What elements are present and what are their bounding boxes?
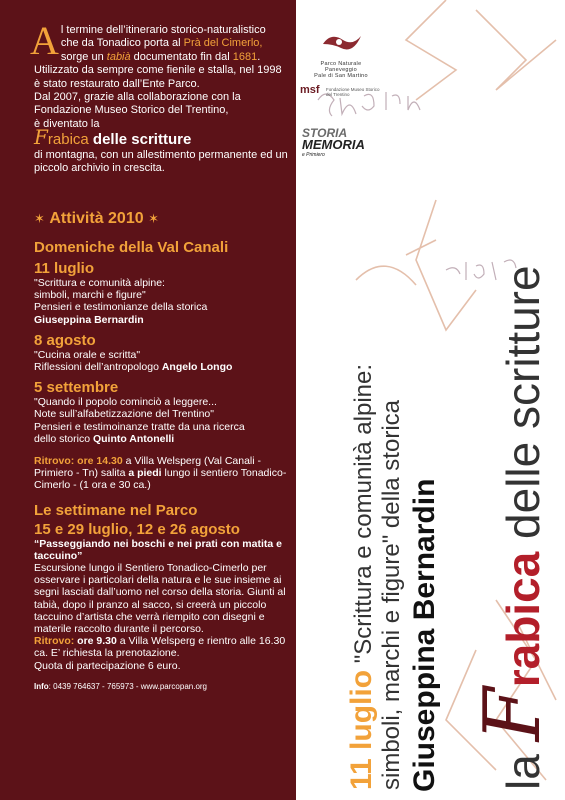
meeting-text: a Villa Welsperg (Val Canali - Primiero - Tn) salita xyxy=(34,455,262,480)
event-speaker: Giuseppina Bernardin xyxy=(34,313,144,326)
fancy-f: F xyxy=(34,125,48,150)
meeting-label: Ritrovo: xyxy=(34,635,75,648)
frabica-title xyxy=(34,125,192,150)
intro-line: . xyxy=(257,50,261,63)
event-line: Riflessioni dell’antropologo xyxy=(34,361,162,374)
event-speaker: Angelo Longo xyxy=(161,361,233,374)
event-line: "Cucina orale e scritta" xyxy=(34,348,141,361)
poster-subtitle-1 xyxy=(345,363,378,790)
event-date: 5 settembre xyxy=(34,379,119,397)
intro-line: Dal 2007, grazie alla collaborazione con la Fondazione Museo Storico del Trentino, xyxy=(34,91,241,117)
event-line: Pensieri e testimoinanze tratte da una ricerca xyxy=(34,420,245,433)
poster-title-block xyxy=(296,0,565,800)
intro-line: documentato fin dal xyxy=(130,50,233,63)
parco-line: Pale di San Martino xyxy=(314,73,368,79)
intro-line: è diventato la xyxy=(34,117,100,130)
intro-line: di montagna, con un allestimento permanente ed un piccolo archivio in crescita. xyxy=(34,148,288,175)
intro-line: che da Tonadico porta al xyxy=(60,37,184,50)
frabica-word: rabica xyxy=(47,131,89,149)
weeks-heading: Le settimane nel Parco xyxy=(34,501,198,519)
meeting-time: ore 14.30 xyxy=(74,455,123,468)
dropcap: A xyxy=(30,18,59,63)
sundays-section xyxy=(34,239,290,691)
event-line: simboli, marchi e figure" xyxy=(34,289,146,302)
tabia-word: tabià xyxy=(106,50,131,63)
poster-main-title xyxy=(468,265,558,790)
msf-logo: msf xyxy=(300,84,320,96)
year: 1681 xyxy=(232,50,258,63)
title-fancy-f: F xyxy=(468,687,558,742)
meeting-text: a Villa Welsperg e rientro alle 16.30 ca. E’ richiesta la prenotazione. xyxy=(34,635,286,660)
poster-date: 11 luglio xyxy=(345,669,378,790)
event-date: 8 agosto xyxy=(34,331,96,349)
memoria-word: MEMORIA xyxy=(302,137,365,152)
event-1 xyxy=(34,260,290,326)
event-line: Note sull’alfabetizzazione del Trentino" xyxy=(34,408,214,421)
parco-line: Parco Naturale xyxy=(320,61,362,67)
poster-speaker-name: Giuseppina Bernardin xyxy=(408,478,441,792)
info-line xyxy=(34,682,290,691)
info-text: : 0439 764637 - 765973 - www.parcopan.org xyxy=(48,681,208,691)
intro-line: sorge un xyxy=(60,50,107,63)
week-title: “Passeggiando nei boschi e nei prati con matita e taccuino” xyxy=(34,537,282,562)
place-name: Prà del Cimerlo, xyxy=(183,37,263,50)
meeting-text: lungo il sentiero Tonadico-Cimerlo - (1 ora e 30 ca.) xyxy=(34,467,287,492)
msf-caption: Fondazione Museo Storico del Trentino xyxy=(326,87,380,97)
parco-line: Paneveggio xyxy=(324,67,358,73)
right-panel xyxy=(296,0,565,800)
meeting-time: ore 9.30 xyxy=(74,635,117,648)
intro-text xyxy=(30,18,289,175)
event-line: dello storico xyxy=(34,432,93,445)
info-label: Info xyxy=(34,681,49,691)
event-line: "Scrittura e comunità alpine: xyxy=(34,277,165,289)
event-date: 11 luglio xyxy=(34,260,95,277)
title-delle-scritture: delle scritture xyxy=(497,265,549,552)
star-icon: ✶ xyxy=(148,211,159,226)
event-line: "Quando il popolo cominciò a leggere... xyxy=(34,396,217,409)
storia-word: STORIA xyxy=(302,126,348,140)
event-line: Pensieri e testimonianze della storica xyxy=(34,301,208,314)
sundays-heading: Domeniche della Val Canali xyxy=(34,239,229,256)
week-dates: 15 e 29 luglio, 12 e 26 agosto xyxy=(34,520,240,538)
activities-title: Attività 2010 xyxy=(49,210,144,227)
title-la: la xyxy=(497,741,549,790)
activities-heading xyxy=(34,210,290,228)
meeting-label: Ritrovo: xyxy=(34,455,75,468)
star-icon: ✶ xyxy=(34,211,45,226)
delle-scritture: delle scritture xyxy=(88,131,192,149)
meeting-info xyxy=(34,455,290,492)
intro-line: l termine dell’itinerario storico-naturalistico xyxy=(60,24,266,36)
meeting-foot: a piedi xyxy=(128,467,162,480)
event-speaker: Quinto Antonelli xyxy=(92,432,175,445)
fee: Quota di partecipazione 6 euro. xyxy=(34,659,181,672)
poster-subtitle-2: simboli, marchi e figure" della storica xyxy=(378,400,405,790)
title-rabica: rabica xyxy=(497,551,549,688)
poster-quote: "Scrittura e comunità alpine: xyxy=(350,363,377,670)
intro-line: Utilizzato da sempre come fienile e stalla, nel 1998 è stato restaurato dall’Ente Parco. xyxy=(34,64,282,90)
week-description: Escursione lungo il Sentiero Tonadico-Cimerlo per osservare i particolari della natura e le sue insieme ai segni lasciati dall’uomo nel corso della storia. Giunti al tabià, dopo il pranzo al sacco, si creerà un piccolo taccuino d’artista che verrà riempito con disegni e materile raccolto durante il percorso. xyxy=(34,562,286,636)
storia-sub: e Primiero xyxy=(302,152,325,158)
event-3 xyxy=(34,379,290,445)
event-2 xyxy=(34,332,290,373)
